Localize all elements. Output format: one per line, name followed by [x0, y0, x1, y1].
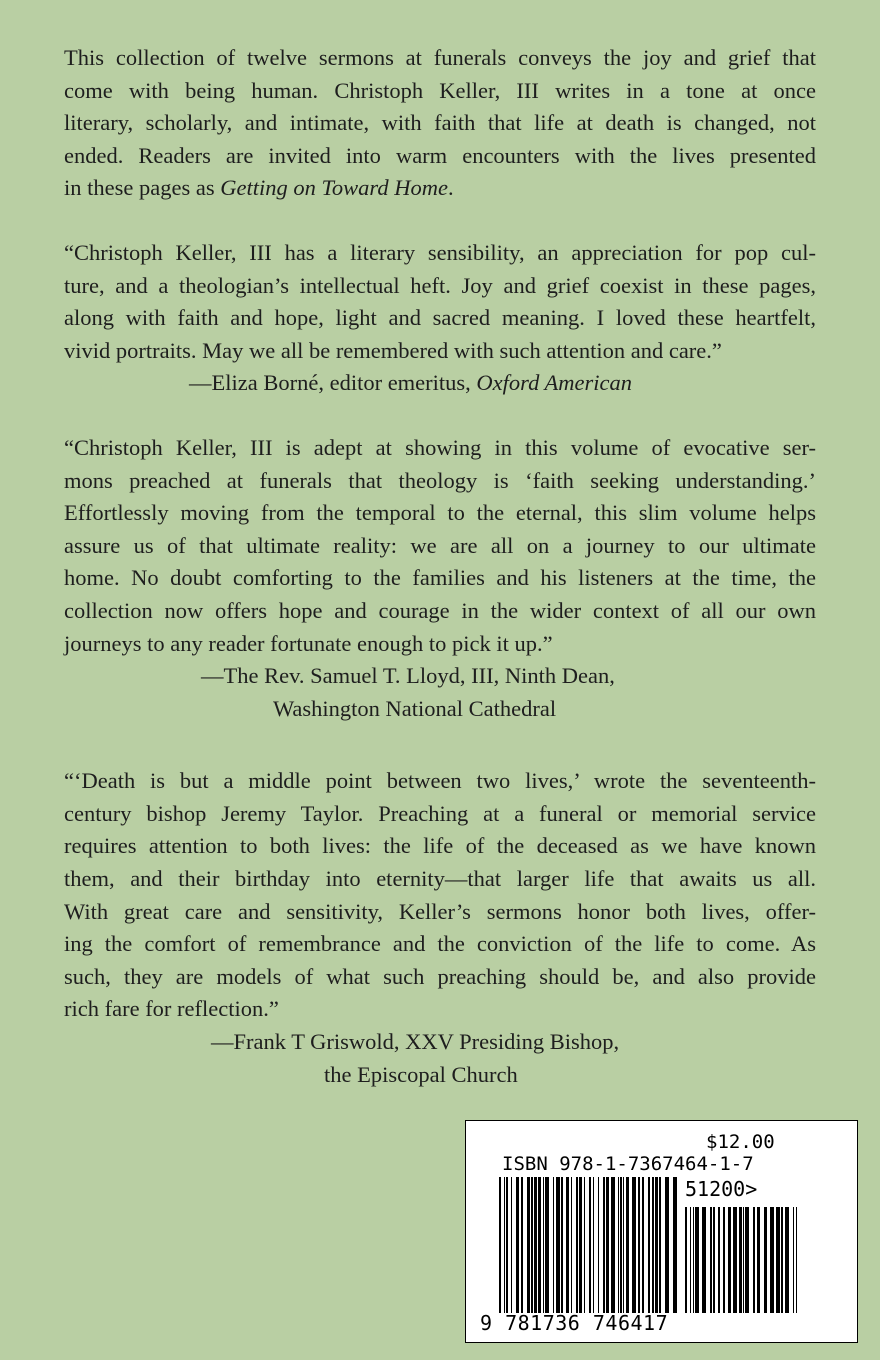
- barcode-bar: [589, 1177, 591, 1313]
- barcode-bar: [576, 1177, 578, 1313]
- barcode-bar: [593, 1177, 594, 1313]
- quote-line: them, and their birthday into eternity—that larger life that awaits us all.: [64, 866, 816, 892]
- quote-line: requires attention to both lives: the life of the deceased as we have known: [64, 833, 816, 859]
- quote-line: ing the comfort of remembrance and the conviction of the life to come. As: [64, 931, 816, 957]
- quote-line: With great care and sensitivity, Keller’s sermons honor both lives, offer-: [64, 898, 816, 924]
- quote-line: such, they are models of what such preaching should be, and also provide: [64, 963, 816, 989]
- barcode-bar: [531, 1177, 533, 1313]
- barcode-bar: [538, 1177, 541, 1313]
- barcode-bar: [690, 1207, 691, 1313]
- barcode-bar: [579, 1177, 582, 1313]
- barcode-bar: [785, 1207, 789, 1313]
- quote-line: mons preached at funerals that theology is ‘faith seeking understanding.’: [64, 467, 816, 493]
- barcode-digits: 9 781736 746417: [480, 1311, 669, 1335]
- barcode-bar: [776, 1207, 780, 1313]
- barcode-bar: [793, 1207, 794, 1313]
- intro-line: ended. Readers are invited into warm encounters with the lives presented: [64, 142, 816, 168]
- barcode-bar: [743, 1207, 744, 1313]
- barcode-bar: [561, 1177, 563, 1313]
- barcode-bar: [764, 1207, 767, 1313]
- quote-line: rich fare for reflection.”: [64, 996, 279, 1022]
- barcode-bar: [739, 1207, 742, 1313]
- quote-line: century bishop Jeremy Taylor. Preaching at a funeral or memorial service: [64, 800, 816, 826]
- intro-line: This collection of twelve sermons at funerals conveys the joy and grief that: [64, 45, 816, 70]
- endorsement-borne: [64, 237, 816, 367]
- barcode-bar: [511, 1177, 512, 1313]
- barcode-bar: [506, 1177, 508, 1313]
- barcode-bar: [638, 1177, 640, 1313]
- attribution-lloyd-2: Washington National Cathedral: [273, 695, 557, 721]
- barcode-bar: [702, 1207, 706, 1313]
- barcode-bar: [659, 1177, 661, 1313]
- quote-line: “Christoph Keller, III is adept at showing in this volume of evocative ser-: [64, 434, 816, 460]
- barcode-bar: [556, 1177, 560, 1313]
- barcode-bar: [545, 1177, 549, 1313]
- barcode-bar: [566, 1177, 569, 1313]
- barcode-bar: [632, 1177, 636, 1313]
- quote-line: Effortlessly moving from the temporal to the eternal, this slim volume helps: [64, 500, 816, 526]
- price-code: 51200>: [685, 1177, 758, 1201]
- price-label: $12.00: [706, 1131, 775, 1153]
- quote-line: vivid portraits. May we all be remembered with such attention and care.”: [64, 337, 722, 363]
- barcode-bar: [796, 1207, 797, 1313]
- barcode-bar: [733, 1207, 737, 1313]
- barcode-bar: [655, 1177, 658, 1313]
- barcode-bar: [606, 1177, 609, 1313]
- barcode-bar: [499, 1177, 501, 1313]
- barcode-bar: [665, 1177, 669, 1313]
- endorsement-lloyd: [64, 432, 816, 660]
- barcode-bar: [611, 1177, 615, 1313]
- barcode-bar: [553, 1177, 554, 1313]
- back-cover-text: [64, 42, 816, 1091]
- attribution-borne: —Eliza Borné, editor emeritus, Oxford American: [189, 370, 633, 396]
- barcode-bar: [781, 1207, 783, 1313]
- barcode-bar: [757, 1207, 760, 1313]
- barcode-bar: [753, 1207, 755, 1313]
- barcode-bar: [713, 1207, 715, 1313]
- barcode-bar: [770, 1207, 774, 1313]
- barcode-bar: [584, 1177, 585, 1313]
- barcode-bar: [693, 1207, 694, 1313]
- barcode-bar: [695, 1207, 699, 1313]
- barcode-bar: [652, 1177, 654, 1313]
- barcode-bar: [543, 1177, 544, 1313]
- quote-line: “Christoph Keller, III has a literary sensibility, an appreciation for pop cul-: [64, 239, 816, 265]
- quote-line: collection now offers hope and courage in the wider context of all our own: [64, 597, 816, 623]
- quote-line: ture, and a theologian’s intellectual heft. Joy and grief coexist in these pages,: [64, 272, 816, 298]
- intro-line: come with being human. Christoph Keller, III writes in a tone at once: [64, 77, 816, 103]
- barcode-bar: [673, 1177, 677, 1313]
- barcode-bar: [626, 1177, 629, 1313]
- barcode-bar: [710, 1207, 712, 1313]
- barcode-bar: [521, 1177, 523, 1313]
- barcode-bar: [685, 1207, 687, 1313]
- quote-line: journeys to any reader fortunate enough to pick it up.”: [64, 630, 553, 656]
- endorsement-griswold: [64, 765, 816, 1026]
- barcode-bar: [527, 1177, 530, 1313]
- barcode-bar: [504, 1177, 505, 1313]
- ean-barcode-bars: [499, 1177, 679, 1313]
- attribution-lloyd-1: —The Rev. Samuel T. Lloyd, III, Ninth Dean,: [201, 663, 615, 689]
- barcode-bar: [571, 1177, 572, 1313]
- book-title: Getting on Toward Home: [220, 175, 448, 201]
- isbn-label: ISBN 978-1-7367464-1-7: [502, 1153, 754, 1175]
- intro-last-line: in these pages as Getting on Toward Home.: [64, 175, 454, 201]
- barcode-bar: [620, 1177, 622, 1313]
- quote-line: along with faith and hope, light and sacred meaning. I loved these heartfelt,: [64, 305, 816, 331]
- addon-barcode-bars: [685, 1207, 797, 1313]
- barcode-bar: [718, 1207, 720, 1313]
- barcode-bar: [623, 1177, 624, 1313]
- intro-line: literary, scholarly, and intimate, with faith that life at death is changed, not: [64, 110, 816, 136]
- barcode-bar: [603, 1177, 605, 1313]
- quote-line: assure us of that ultimate reality: we are all on a journey to our ultimate: [64, 532, 816, 558]
- quote-line: home. No doubt comforting to the families and his listeners at the time, the: [64, 565, 816, 591]
- isbn-barcode: [465, 1120, 858, 1343]
- barcode-bar: [516, 1177, 519, 1313]
- barcode-bar: [648, 1177, 650, 1313]
- barcode-bar: [745, 1207, 749, 1313]
- quote-line: “‘Death is but a middle point between two lives,’ wrote the seventeenth-: [64, 768, 816, 794]
- attribution-griswold-2: the Episcopal Church: [324, 1061, 518, 1087]
- barcode-bar: [534, 1177, 537, 1313]
- attribution-griswold-1: —Frank T Griswold, XXV Presiding Bishop,: [211, 1029, 620, 1055]
- barcode-bar: [723, 1207, 725, 1313]
- barcode-bar: [642, 1177, 644, 1313]
- intro-paragraph: [64, 42, 816, 205]
- barcode-bar: [598, 1177, 599, 1313]
- barcode-bar: [728, 1207, 731, 1313]
- barcode-bar: [618, 1177, 619, 1313]
